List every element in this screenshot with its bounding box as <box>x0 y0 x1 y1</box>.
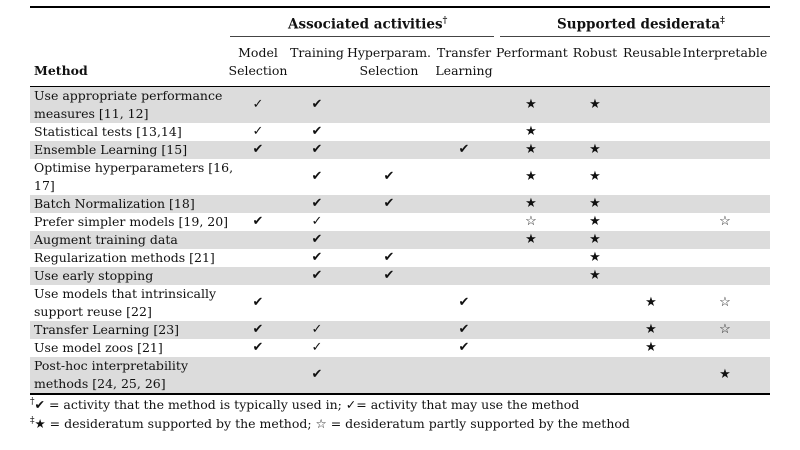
check-light-icon: ✓ <box>252 97 264 112</box>
check-bold-icon: ✔ <box>252 142 264 157</box>
method-label: Prefer simpler models [19, 20] <box>34 214 229 229</box>
check-bold-icon: ✔ <box>458 322 470 337</box>
check-light-icon: ✓ <box>311 322 323 337</box>
star-outline-icon: ☆ <box>719 214 731 229</box>
star-full-icon: ★ <box>525 196 537 211</box>
star-full-icon: ★ <box>589 196 601 211</box>
check-bold-icon: ✔ <box>311 232 323 247</box>
check-bold-icon: ✔ <box>311 196 323 211</box>
table-row <box>30 267 770 285</box>
method-column-header: Method <box>34 63 88 78</box>
table-row <box>30 123 770 141</box>
table-row <box>30 141 770 159</box>
check-bold-icon: ✔ <box>458 295 470 310</box>
table-row <box>30 339 770 357</box>
star-full-icon: ★ <box>589 250 601 265</box>
star-full-icon: ★ <box>525 124 537 139</box>
table-row <box>30 87 770 123</box>
method-label: Statistical tests [13,14] <box>34 124 182 139</box>
column-header-5: Robust <box>572 45 618 60</box>
check-bold-icon: ✔ <box>252 340 264 355</box>
check-bold-icon: ✔ <box>252 322 264 337</box>
star-outline-icon: ☆ <box>719 322 731 337</box>
check-bold-icon: ✔ <box>383 268 395 283</box>
star-full-icon: ★ <box>589 169 601 184</box>
star-outline-icon: ☆ <box>719 295 731 310</box>
table-row <box>30 159 770 195</box>
check-bold-icon: ✔ <box>311 97 323 112</box>
group-underline-activities <box>230 36 494 37</box>
star-full-icon: ★ <box>719 367 731 382</box>
star-full-icon: ★ <box>645 295 657 310</box>
method-label: Post-hoc interpretability methods [24, 25, 26] <box>34 358 189 391</box>
star-full-icon: ★ <box>589 97 601 112</box>
star-full-icon: ★ <box>589 214 601 229</box>
check-bold-icon: ✔ <box>383 196 395 211</box>
method-label: Ensemble Learning [15] <box>34 142 188 157</box>
star-full-icon: ★ <box>525 169 537 184</box>
check-bold-icon: ✔ <box>311 268 323 283</box>
column-header-7: Interpretable <box>682 45 768 60</box>
star-full-icon: ★ <box>525 97 537 112</box>
method-label: Batch Normalization [18] <box>34 196 195 211</box>
footnote: ‡★ = desideratum supported by the method; ☆ = desideratum partly supported by the method <box>30 416 630 432</box>
footnote: †✔ = activity that the method is typically used in; ✓= activity that may use the method <box>30 397 580 413</box>
method-label: Optimise hyperparameters [16, 17] <box>34 160 234 193</box>
check-light-icon: ✓ <box>252 124 264 139</box>
star-full-icon: ★ <box>589 232 601 247</box>
star-full-icon: ★ <box>589 268 601 283</box>
check-bold-icon: ✔ <box>311 124 323 139</box>
column-header-6: Reusable <box>623 45 682 60</box>
check-bold-icon: ✔ <box>311 250 323 265</box>
table-row <box>30 321 770 339</box>
star-full-icon: ★ <box>525 232 537 247</box>
check-bold-icon: ✔ <box>252 295 264 310</box>
check-bold-icon: ✔ <box>311 142 323 157</box>
check-light-icon: ✓ <box>311 340 323 355</box>
method-label: Use appropriate performance measures [11, 12] <box>34 88 223 121</box>
bottom-rule <box>30 393 770 395</box>
table-row <box>30 357 770 393</box>
star-full-icon: ★ <box>589 142 601 157</box>
group-header-desiderata: Supported desiderata‡ <box>557 16 725 33</box>
top-rule <box>30 6 770 8</box>
check-bold-icon: ✔ <box>383 169 395 184</box>
group-header-activities: Associated activities† <box>288 16 448 33</box>
star-full-icon: ★ <box>525 142 537 157</box>
table-row <box>30 249 770 267</box>
table-row <box>30 195 770 213</box>
check-bold-icon: ✔ <box>458 340 470 355</box>
check-bold-icon: ✔ <box>383 250 395 265</box>
table-row <box>30 213 770 231</box>
check-bold-icon: ✔ <box>311 169 323 184</box>
method-label: Use early stopping <box>34 268 154 283</box>
check-bold-icon: ✔ <box>458 142 470 157</box>
method-label: Use model zoos [21] <box>34 340 163 355</box>
method-label: Transfer Learning [23] <box>34 322 180 337</box>
star-full-icon: ★ <box>645 322 657 337</box>
star-outline-icon: ☆ <box>525 214 537 229</box>
column-header-3: Transfer Learning <box>435 45 493 78</box>
method-label: Use models that intrinsically support reuse [22] <box>34 286 217 319</box>
table-row <box>30 285 770 321</box>
star-full-icon: ★ <box>645 340 657 355</box>
group-underline-desiderata <box>500 36 770 37</box>
method-label: Regularization methods [21] <box>34 250 215 265</box>
check-bold-icon: ✔ <box>252 214 264 229</box>
column-header-1: Training <box>290 45 344 60</box>
column-header-4: Performant <box>496 45 568 60</box>
check-light-icon: ✓ <box>311 214 323 229</box>
table-row <box>30 231 770 249</box>
column-header-2: Hyperparam. Selection <box>346 45 432 78</box>
check-bold-icon: ✔ <box>311 367 323 382</box>
method-label: Augment training data <box>34 232 178 247</box>
column-header-0: Model Selection <box>228 45 288 78</box>
